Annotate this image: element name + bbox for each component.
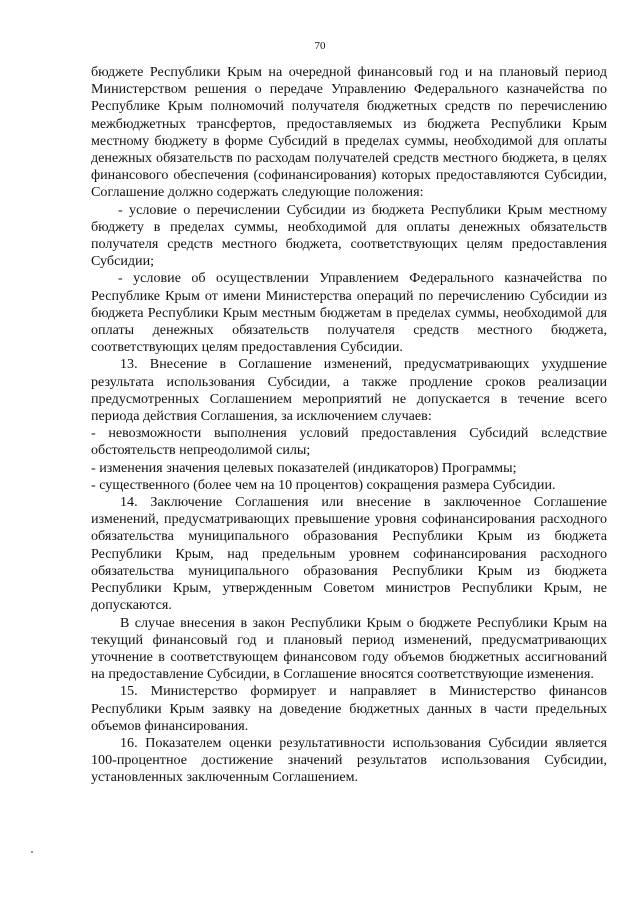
page-number: 70 [314, 40, 326, 52]
paragraph-condition-treasury: - условие об осуществлении Управлением Федерального казначейства по Республике Крым от имени Министерства операций по перечислению Субсидии из бюджета Республики Крым местным бюджетам в пределах суммы, необходимой для оплаты денежных обязательств получателя средств местного бюджета, соответствующих целям предоставления Субсидии. [91, 270, 607, 356]
document-body [91, 64, 607, 787]
scan-mark [31, 851, 33, 853]
paragraph-14: 14. Заключение Соглашения или внесение в заключенное Соглашение изменений, предусматривающих превышение уровня софинансирования расходного обязательства муниципального образования Республики Крым из бюджета Республики Крым, над предельным уровнем софинансирования расходного обязательства муниципального образования Республики Крым из бюджета Республики Крым, утвержденным Советом министров Республики Крым, не допускаются. [91, 494, 607, 614]
paragraph-15: 15. Министерство формирует и направляет в Министерство финансов Республики Крым заявку на доведение бюджетных данных в части предельных объемов финансирования. [91, 683, 607, 734]
paragraph-16: 16. Показателем оценки результативности использования Субсидии является 100-процентное достижение значений результатов использования Субсидии, установленных заключенным Соглашением. [91, 734, 607, 786]
list-item-force-majeure: - невозможности выполнения условий предоставления Субсидий вследствие обстоятельств непреодолимой силы; [91, 425, 607, 459]
paragraph-13: 13. Внесение в Соглашение изменений, предусматривающих ухудшение результата использования Субсидии, а также продление сроков реализации предусмотренных Соглашением мероприятий не допускается в течение всего периода действия Соглашения, за исключением случаев: [91, 356, 607, 425]
paragraph-budget-law-changes: В случае внесения в закон Республики Крым о бюджете Республики Крым на текущий финансовый год и плановый период изменений, предусматривающих уточнение в соответствующем финансовом году объемов бюджетных ассигнований на предоставление Субсидии, в Соглашение вносятся соответствующие изменения. [91, 614, 607, 683]
list-item-reduction: - существенного (более чем на 10 процентов) сокращения размера Субсидии. [91, 476, 556, 493]
paragraph-condition-transfer: - условие о перечислении Субсидии из бюджета Республики Крым местному бюджету в пределах суммы, необходимой для оплаты денежных обязательств получателя средств местного бюджета, соответствующих целям предоставления Субсидии; [91, 201, 607, 270]
paragraph-continuation: бюджете Республики Крым на очередной финансовый год и на плановый период Министерством решения о передаче Управлению Федерального казначейства по Республике Крым полномочий получателя бюджетных средств по перечислению межбюджетных трансфертов, предоставляемых из бюджета Республики Крым местному бюджету в форме Субсидий в пределах суммы, необходимой для оплаты денежных обязательств по расходам получателей средств местного бюджета, в целях финансового обеспечения (софинансирования) которых предоставляются Субсидии, Соглашение должно содержать следующие положения: [91, 64, 607, 201]
list-item-indicators: - изменения значения целевых показателей (индикаторов) Программы; [91, 459, 517, 476]
